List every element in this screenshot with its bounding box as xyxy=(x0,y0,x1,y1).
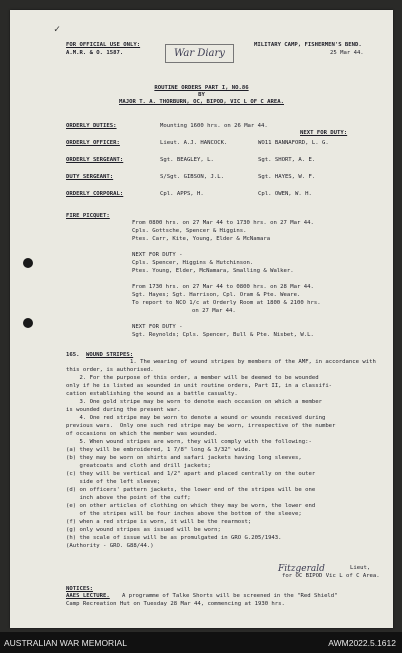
order-line: (e) on other articles of clothing on which they may be worn, the lower end xyxy=(66,503,316,509)
order-date: 25 Mar 44. xyxy=(330,50,364,56)
duty-role: ORDERLY SERGEANT: xyxy=(66,157,124,163)
orders-title: ROUTINE ORDERS PART I, NO.86 xyxy=(154,85,249,91)
duty-current: Lieut. A.J. HANCOCK. xyxy=(160,140,228,146)
order-line: (h) the scale of issue will be as promulgated in GRO G.205/1943. xyxy=(66,535,282,541)
notice-line: A programme of Talke Shorts will be screened in the "Red Shield" xyxy=(122,593,338,599)
orderly-duties-heading: ORDERLY DUTIES: xyxy=(66,123,117,129)
order-line: cation establishing the wound as a battle casualty. xyxy=(66,391,238,397)
order-line: is wounded during the present war. xyxy=(66,407,181,413)
notice-subheading: AAES LECTURE. xyxy=(66,593,110,599)
archive-name: AUSTRALIAN WAR MEMORIAL xyxy=(4,638,127,648)
order-line: 5. When wound stripes are worn, they will comply with the following:- xyxy=(66,439,312,445)
picquet-line: To report to NCO 1/c at Orderly Room at 1800 & 2100 hrs. xyxy=(132,300,321,306)
notice-line: Camp Recreation Hut on Tuesday 28 Mar 44, commencing at 1930 hrs. xyxy=(66,601,285,607)
orders-by: BY xyxy=(198,92,205,98)
order-line: 1. The wearing of wound stripes by members of the AMF, in accordance with xyxy=(130,359,376,365)
order-line: (d) on officers' pattern jackets, the lower end of the stripes will be one xyxy=(66,487,316,493)
duty-next: Cpl. OWEN, W. H. xyxy=(258,191,312,197)
picquet-line: Cpls. Gottsche, Spencer & Higgins. xyxy=(132,228,247,234)
wound-stripes-heading: WOUND STRIPES: xyxy=(86,352,134,358)
picquet-line: on 27 Mar 44. xyxy=(192,308,236,314)
order-line: (b) they may be worn on shirts and safari jackets having long sleeves, xyxy=(66,455,302,461)
order-line: of occasions on which the member was wounded. xyxy=(66,431,218,437)
fire-picquet-heading: FIRE PICQUET: xyxy=(66,213,110,219)
order-line: 2. For the purpose of this order, a member will be deemed to be wounded xyxy=(66,375,319,381)
order-line: only if he is listed as wounded in unit routine orders, Part II, in a classifi- xyxy=(66,383,333,389)
order-line: 4. One red stripe may be worn to denote a wound or wounds received during xyxy=(66,415,326,421)
duty-role: DUTY SERGEANT: xyxy=(66,174,114,180)
picquet-line: Ptes. Young, Elder, McNamara, Smalling & Walker. xyxy=(132,268,294,274)
punch-hole-top xyxy=(23,258,33,268)
order-line: this order, is authorised. xyxy=(66,367,154,373)
picquet-line: Ptes. Carr, Kite, Young, Elder & McNamara xyxy=(132,236,271,242)
order-line: (g) only wound stripes as issued will be worn; xyxy=(66,527,221,533)
war-diary-stamp: War Diary xyxy=(165,44,234,63)
reference-number: A.M.R. & O. 1587. xyxy=(66,50,124,56)
picquet-line: NEXT FOR DUTY - xyxy=(132,324,183,330)
order-line: of the stripes will be four inches above the bottom of the sleeve; xyxy=(66,511,302,517)
notices-heading: NOTICES: xyxy=(66,586,93,592)
duty-role: ORDERLY OFFICER: xyxy=(66,140,120,146)
next-for-duty-heading: NEXT FOR DUTY: xyxy=(300,130,348,136)
archive-reference: AWM2022.5.1612 xyxy=(328,638,396,648)
duty-current: Cpl. APPS, H. xyxy=(160,191,204,197)
order-line: inch above the point of the cuff; xyxy=(66,495,191,501)
duty-role: ORDERLY CORPORAL: xyxy=(66,191,124,197)
order-line: greatcoats and cloth and drill jackets; xyxy=(66,463,211,469)
picquet-line: From 1730 hrs. on 27 Mar 44 to 0800 hrs. on 28 Mar 44. xyxy=(132,284,314,290)
pen-mark: ✓ xyxy=(54,24,61,35)
duty-next: Sgt. SHORT, A. E. xyxy=(258,157,316,163)
order-line: previous wars. Only one such red stripe may be worn, irrespective of the number xyxy=(66,423,336,429)
duty-current: S/Sgt. GIBSON, J.L. xyxy=(160,174,224,180)
punch-hole-bottom xyxy=(23,318,33,328)
order-line: (c) they will be vertical and 1/2" apart and placed centrally on the outer xyxy=(66,471,316,477)
order-number: 165. xyxy=(66,352,80,358)
signature-rank: Lieut, xyxy=(350,565,371,571)
duty-current: Sgt. BEAGLEY, L. xyxy=(160,157,214,163)
duty-next: WO11 BANNAFORD, L. G. xyxy=(258,140,329,146)
camp-name: MILITARY CAMP, FISHERMEN'S BEND. xyxy=(254,42,362,48)
picquet-line: From 0800 hrs. on 27 Mar 44 to 1730 hrs. on 27 Mar 44. xyxy=(132,220,314,226)
official-use-label: FOR OFFICIAL USE ONLY: xyxy=(66,42,141,48)
signature-for: for OC BIPOD Vic L of C Area. xyxy=(282,573,380,579)
order-line: 3. One gold stripe may be worn to denote each occasion on which a member xyxy=(66,399,322,405)
document-page xyxy=(10,10,393,628)
order-line: side of the left sleeve; xyxy=(66,479,161,485)
officer-signature: Fitzgerald xyxy=(278,564,325,574)
picquet-line: Sgt. Reynolds; Cpls. Spencer, Bull & Pte. Nisbet, W.L. xyxy=(132,332,314,338)
order-line: (f) when a red stripe is worn, it will be the rearmost; xyxy=(66,519,252,525)
duty-next: Sgt. HAYES, W. F. xyxy=(258,174,316,180)
picquet-line: Cpls. Spencer, Higgins & Hutchinson. xyxy=(132,260,254,266)
orders-author: MAJOR T. A. THORBURN, OC, BIPOD, VIC L OF C AREA. xyxy=(118,99,285,105)
mounting-time: Mounting 1600 hrs. on 26 Mar 44. xyxy=(160,123,268,129)
order-line: (a) they will be embroidered, 1 7/8" long & 3/32" wide. xyxy=(66,447,252,453)
picquet-line: Sgt. Hayes; Sgt. Harrison, Cpl. Oram & Pte. Weare. xyxy=(132,292,301,298)
order-line: (Authority - GRO. G88/44.) xyxy=(66,543,154,549)
picquet-line: NEXT FOR DUTY - xyxy=(132,252,183,258)
archive-footer xyxy=(0,632,402,653)
